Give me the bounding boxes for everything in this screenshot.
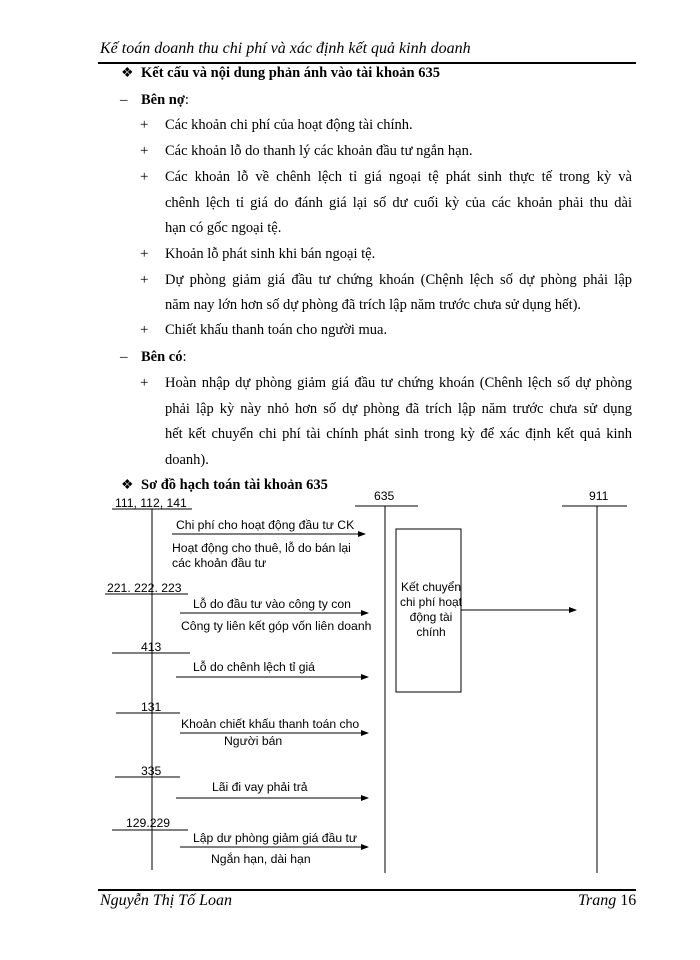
plus-bullet: +	[140, 272, 149, 288]
plus-bullet: +	[140, 246, 149, 262]
debit-item: Chiết khấu thanh toán cho người mua.	[165, 322, 388, 338]
debit-item-line: hạn có gốc ngoại tệ.	[165, 220, 282, 236]
account-413-label: 413	[141, 640, 162, 654]
entry-label: Ngắn hạn, dài hạn	[211, 852, 311, 866]
entry-label: Chi phí cho hoạt động đầu tư CK	[176, 518, 355, 532]
plus-bullet: +	[140, 169, 149, 185]
entry-label: các khoản đầu tư	[172, 556, 267, 570]
debit-item-line: Dự phòng giảm giá đầu tư chứng khoán (Chệnh lệch số dự phòng phải lập	[165, 272, 632, 288]
diamond-bullet-icon: ❖	[121, 478, 134, 493]
entry-label: Hoạt động cho thuê, lỗ do bán lại	[172, 541, 351, 555]
plus-bullet: +	[140, 375, 149, 391]
debit-item-line: Các khoản lỗ về chênh lệch tỉ giá ngoại tệ phát sinh thực tế trong kỳ và	[165, 169, 632, 185]
entry-label: Khoản chiết khấu thanh toán cho	[181, 717, 360, 731]
entry-label: Lỗ do đầu tư vào công ty con	[193, 597, 351, 611]
entry-label: Lãi đi vay phải trả	[212, 780, 308, 794]
dash-bullet: –	[120, 349, 128, 365]
credit-item-line: doanh).	[165, 452, 209, 468]
entry-label: Người bán	[224, 734, 283, 748]
section-heading-635-structure: Kết cấu và nội dung phản ánh vào tài khoản 635	[141, 65, 440, 81]
account-111-label: 111, 112, 141	[115, 496, 187, 510]
debit-item-line: năm nay lớn hơn số dự phòng đã trích lập năm trước chưa sử dụng hết).	[165, 297, 582, 313]
account-221-label: 221. 222. 223	[107, 581, 182, 595]
footer-author: Nguyễn Thị Tố Loan	[100, 892, 233, 909]
plus-bullet: +	[140, 117, 149, 133]
account-131-label: 131	[141, 700, 162, 714]
debit-item-line: chênh lệch tỉ giá do đánh giá lại số dư cuối kỳ của các khoản phải thu dài	[165, 195, 632, 211]
closing-box-text: Kết chuyển chi phí hoạt động tài chính	[399, 580, 463, 639]
credit-item-line: phải lập kỳ này nhỏ hơn số dự phòng đã trích lập năm trước chưa sử dụng	[165, 401, 632, 417]
plus-bullet: +	[140, 322, 149, 338]
dash-bullet: –	[120, 92, 128, 108]
entry-label: Công ty liên kết góp vốn liên doanh	[181, 619, 372, 633]
debit-label: Bên nợ:	[141, 92, 189, 108]
account-335-label: 335	[141, 764, 162, 778]
credit-item-line: hết kết chuyển chi phí tài chính phát sinh trong kỳ để xác định kết quả kinh	[165, 426, 632, 442]
account-911-label: 911	[589, 489, 609, 503]
footer-rule	[98, 889, 636, 891]
debit-item: Các khoản lỗ do thanh lý các khoản đầu tư ngắn hạn.	[165, 143, 473, 159]
entry-label: Lập dư phòng giảm giá đầu tư	[193, 831, 358, 845]
entry-label: Lỗ do chênh lệch tỉ giá	[193, 660, 315, 674]
debit-item: Khoản lỗ phát sinh khi bán ngoại tệ.	[165, 246, 376, 262]
account-129-label: 129.229	[126, 816, 171, 830]
footer-page: Trang 16	[578, 892, 637, 909]
account-635-label: 635	[374, 489, 395, 503]
section-heading-635-diagram: Sơ đồ hạch toán tài khoản 635	[141, 477, 328, 493]
page-header-title: Kế toán doanh thu chi phí và xác định kết quả kinh doanh	[100, 40, 471, 57]
credit-label: Bên có:	[141, 349, 187, 365]
diamond-bullet-icon: ❖	[121, 66, 134, 81]
debit-item: Các khoản chi phí của hoạt động tài chính.	[165, 117, 413, 133]
credit-item-line: Hoàn nhập dự phòng giảm giá đầu tư chứng khoán (Chênh lệch số dự phòng	[165, 375, 632, 391]
plus-bullet: +	[140, 143, 149, 159]
